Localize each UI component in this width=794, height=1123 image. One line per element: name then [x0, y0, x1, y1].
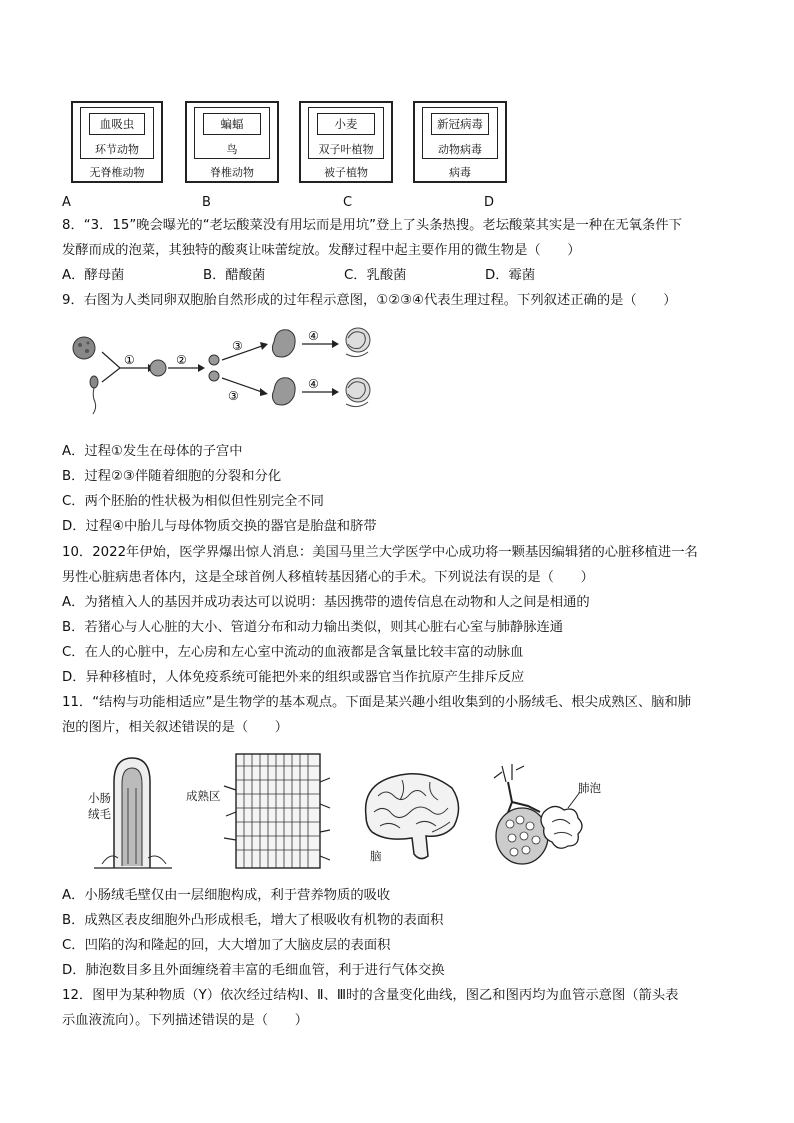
step-3-label-lower: ③: [228, 389, 239, 403]
cell-upper: [209, 355, 219, 365]
q10-stem-line1: 10．2022年伊始，医学界爆出惊人消息：美国马里兰大学医学中心成功将一颗基因编辑猪的心脏移植进一名: [62, 545, 698, 560]
q8-option-a: A．酵母菌: [62, 268, 125, 283]
q10-option-a: A．为猪植入人的基因并成功表达可以说明：基因携带的遗传信息在动物和人之间是相通的: [62, 595, 590, 610]
q11-option-a: A．小肠绒毛壁仅由一层细胞构成，利于营养物质的吸收: [62, 888, 391, 903]
q12-stem-line1: 12．图甲为某种物质（Y）依次经过结构Ⅰ、Ⅱ、Ⅲ时的含量变化曲线，图乙和图丙均为血管示意图（箭头表: [62, 988, 679, 1003]
outer-label: 被子植物: [324, 166, 368, 179]
option-d-letter: D: [484, 195, 495, 210]
zygote: [150, 360, 166, 376]
q10-option-b: B．若猪心与人心脏的大小、管道分布和动力输出类似，则其心脏右心室与肺静脉连通: [62, 620, 564, 635]
step-4-label-upper: ④: [308, 329, 319, 343]
q12-stem-line2: 示血液流向）。下列描述错误的是（ ）: [62, 1013, 308, 1028]
cell-lower: [209, 371, 219, 381]
q8-option-d: D．霉菌: [485, 268, 536, 283]
fetus-upper: [346, 328, 370, 357]
root-zone-label: 成熟区: [186, 789, 221, 803]
egg-cell: [73, 337, 95, 359]
step-3-label-upper: ③: [232, 339, 243, 353]
q10-option-c: C．在人的心脏中，左心房和左心室中流动的血液都是含氧量比较丰富的动脉血: [62, 645, 524, 660]
middle-box: [194, 107, 270, 159]
option-a-diagram: [71, 101, 163, 183]
q8-option-c: C．乳酸菌: [344, 268, 407, 283]
core-box: 小麦: [317, 113, 375, 135]
option-a-letter: A: [62, 195, 71, 210]
embryo-lower: [272, 378, 295, 405]
option-b-letter: B: [202, 195, 211, 210]
step-1-label: ①: [124, 353, 135, 367]
q8-stem-line1: 8．“3．15”晚会曝光的“老坛酸菜没有用坛而是用坑”登上了头条热搜。老坛酸菜其实是一种在无氧条件下: [62, 218, 682, 233]
option-c-diagram: [299, 101, 393, 183]
q11-stem-line1: 11．“结构与功能相适应”是生物学的基本观点。下面是某兴趣小组收集到的小肠绒毛、根尖成熟区、脑和肺: [62, 695, 692, 710]
middle-box: [422, 107, 498, 159]
twin-development-diagram: [62, 320, 382, 430]
option-c-letter: C: [343, 195, 353, 210]
option-b-diagram: [185, 101, 279, 183]
outer-label: 脊椎动物: [210, 166, 254, 179]
q11-option-d: D．肺泡数目多且外面缠绕着丰富的毛细血管，利于进行气体交换: [62, 963, 445, 978]
alveoli-label: 肺泡: [578, 781, 601, 795]
root-maturation-zone-figure: [222, 752, 332, 870]
q11-option-b: B．成熟区表皮细胞外凸形成根毛，增大了根吸收有机物的表面积: [62, 913, 444, 928]
villus-label-line1: 小肠: [88, 791, 111, 805]
core-box: 新冠病毒: [431, 113, 489, 135]
middle-label: 鸟: [226, 143, 238, 156]
q9-option-a: A．过程①发生在母体的子宫中: [62, 444, 243, 459]
option-d-diagram: [413, 101, 507, 183]
q8-option-b: B．醋酸菌: [203, 268, 266, 283]
q11-option-c: C．凹陷的沟和隆起的回，大大增加了大脑皮层的表面积: [62, 938, 391, 953]
alveoli-figure: [482, 762, 592, 872]
q9-option-b: B．过程②③伴随着细胞的分裂和分化: [62, 469, 282, 484]
core-box: 血吸虫: [89, 113, 145, 135]
villus-label-line2: 绒毛: [88, 807, 111, 821]
fetus-lower: [346, 378, 370, 407]
q9-option-d: D．过程④中胎儿与母体物质交换的器官是胎盘和脐带: [62, 519, 377, 534]
step-2-label: ②: [176, 353, 187, 367]
q9-stem: 9．右图为人类同卵双胞胎自然形成的过年程示意图，①②③④代表生理过程。下列叙述正确的是（ ）: [62, 293, 677, 308]
middle-label: 环节动物: [95, 143, 139, 156]
outer-label: 病毒: [449, 166, 471, 179]
q8-options: [62, 267, 535, 285]
q8-stem-line2: 发酵而成的泡菜，其独特的酸爽让味蕾绽放。发酵过程中起主要作用的微生物是（ ）: [62, 243, 581, 258]
middle-box: [80, 107, 154, 159]
step-4-label-lower: ④: [308, 377, 319, 391]
embryo-upper: [272, 330, 295, 357]
q9-option-c: C．两个胚胎的性状极为相似但性别完全不同: [62, 494, 324, 509]
q11-stem-line2: 泡的图片，相关叙述错误的是（ ）: [62, 720, 289, 735]
middle-box: [308, 107, 384, 159]
q10-stem-line2: 男性心脏病患者体内，这是全球首例人移植转基因猪心的手术。下列说法有误的是（ ）: [62, 570, 594, 585]
core-box: 蝙蝠: [203, 113, 261, 135]
middle-label: 双子叶植物: [318, 143, 374, 156]
brain-label: 脑: [370, 849, 382, 863]
q10-option-d: D．异种移植时，人体免疫系统可能把外来的组织或器官当作抗原产生排斥反应: [62, 670, 525, 685]
sperm-cell: [90, 376, 98, 414]
outer-label: 无脊椎动物: [89, 166, 145, 179]
middle-label: 动物病毒: [438, 143, 482, 156]
